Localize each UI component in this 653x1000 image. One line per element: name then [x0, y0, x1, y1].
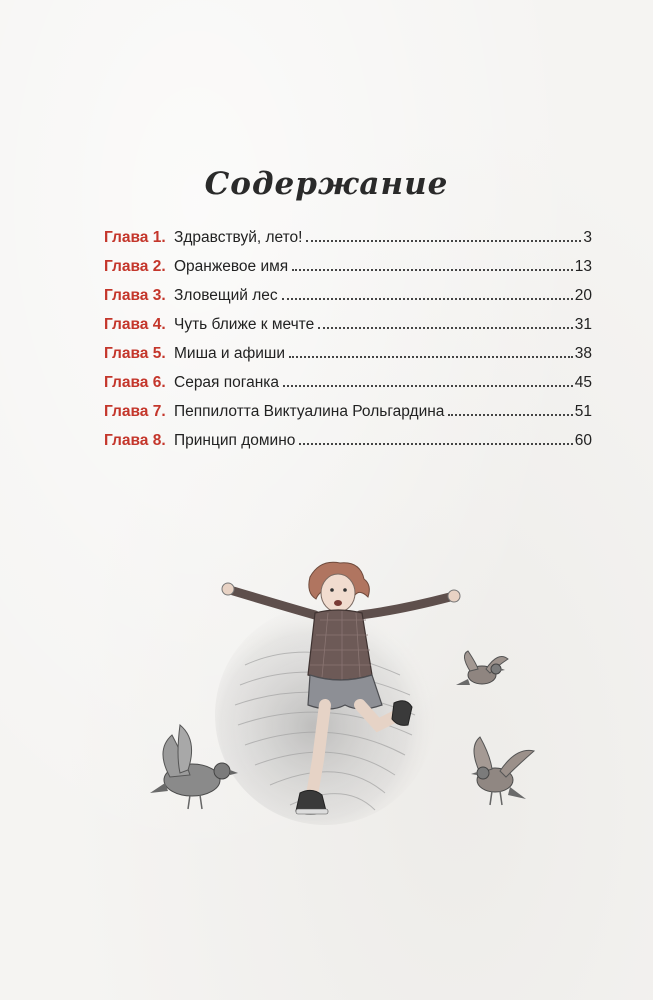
page-number: 31 [574, 316, 592, 333]
chapter-label: Глава 1. [104, 229, 166, 246]
page-number: 45 [574, 374, 592, 391]
girl-running-with-pigeons-illustration [150, 555, 540, 845]
chapter-label: Глава 5. [104, 345, 166, 362]
pigeon-top-right-figure [456, 651, 508, 685]
dot-leader [318, 327, 573, 329]
dot-leader [292, 269, 573, 271]
dot-leader [283, 385, 573, 387]
chapter-title: Серая поганка [174, 374, 280, 391]
chapter-title: Чуть ближе к мечте [174, 316, 315, 333]
table-of-contents [104, 229, 592, 461]
page-number: 20 [574, 287, 592, 304]
chapter-title: Принцип домино [174, 432, 296, 449]
pigeon-right-figure [471, 737, 534, 805]
chapter-title: Пеппилотта Виктуалина Рольгардина [174, 403, 445, 420]
chapter-label: Глава 6. [104, 374, 166, 391]
page-number: 60 [574, 432, 592, 449]
chapter-label: Глава 4. [104, 316, 166, 333]
chapter-title: Зловещий лес [174, 287, 278, 304]
toc-row-7[interactable] [104, 403, 592, 432]
page-number: 3 [583, 229, 592, 246]
chapter-label: Глава 7. [104, 403, 166, 420]
page-number: 51 [574, 403, 592, 420]
chapter-label: Глава 8. [104, 432, 166, 449]
toc-row-3[interactable] [104, 287, 592, 316]
toc-row-5[interactable] [104, 345, 592, 374]
chapter-title: Здравствуй, лето! [174, 229, 303, 246]
chapter-title: Миша и афиши [174, 345, 286, 362]
chapter-title: Оранжевое имя [174, 258, 289, 275]
chapter-label: Глава 3. [104, 287, 166, 304]
page-number: 13 [574, 258, 592, 275]
dot-leader [299, 443, 572, 445]
toc-row-1[interactable] [104, 229, 592, 258]
dot-leader [282, 298, 573, 300]
toc-row-2[interactable] [104, 258, 592, 287]
dot-leader [289, 356, 573, 358]
dot-leader [306, 240, 581, 242]
toc-row-4[interactable] [104, 316, 592, 345]
dot-leader [448, 414, 572, 416]
page-title: Содержание [204, 166, 449, 202]
toc-row-8[interactable] [104, 432, 592, 461]
chapter-label: Глава 2. [104, 258, 166, 275]
toc-row-6[interactable] [104, 374, 592, 403]
page-number: 38 [574, 345, 592, 362]
